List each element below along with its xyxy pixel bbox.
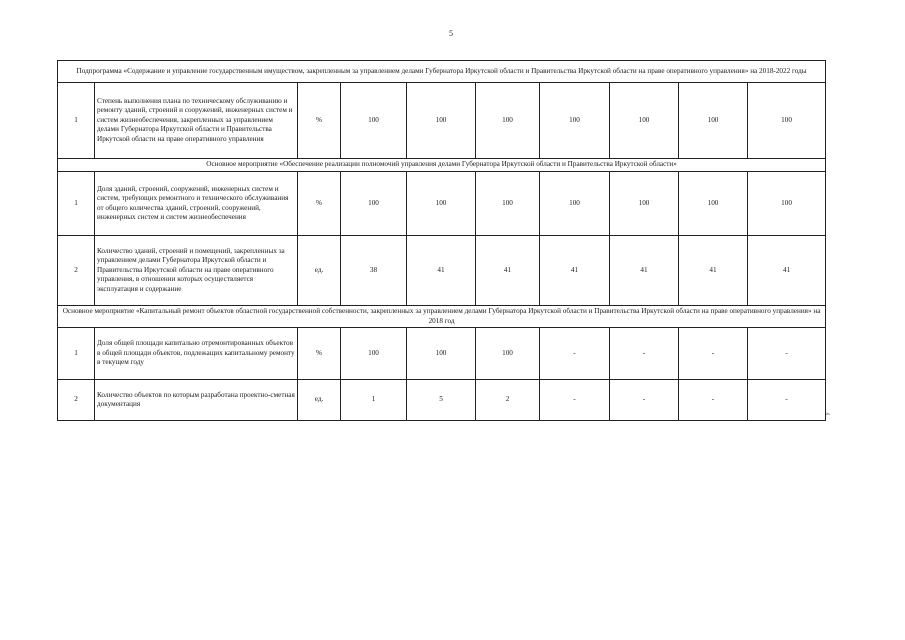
value-cell: 38 bbox=[341, 236, 407, 306]
row-number: 2 bbox=[58, 380, 95, 421]
value-cell: 100 bbox=[748, 172, 826, 236]
indicators-table bbox=[57, 60, 826, 421]
value-cell: 41 bbox=[476, 236, 540, 306]
section-row bbox=[58, 159, 826, 172]
indicator-name: Количество объектов по которым разработана проектно-сметная документация bbox=[95, 380, 298, 421]
value-cell: - bbox=[610, 328, 679, 380]
value-cell: 100 bbox=[610, 83, 679, 159]
section-title: Основное мероприятие «Обеспечение реализации полномочий управления делами Губернатора Иркутской области и Правительства Иркутской области» bbox=[58, 159, 826, 172]
section-row bbox=[58, 306, 826, 328]
value-cell: 100 bbox=[476, 172, 540, 236]
value-cell: - bbox=[748, 328, 826, 380]
section-title: Подпрограмма «Содержание и управление государственным имуществом, закрепленным за управлением делами Губернатора Иркутской области и Правительства Иркутской области на праве оперативного управления» на 2018-2022 годы bbox=[58, 61, 826, 83]
unit-cell: % bbox=[298, 328, 341, 380]
value-cell: 100 bbox=[407, 83, 476, 159]
section-row bbox=[58, 61, 826, 83]
indicator-name: Степень выполнения плана по техническому обслуживанию и ремонту зданий, строений и сооружений, инженерных систем и систем жизнеобеспечения, закрепленных за управлением делами Губернатора Иркутской области и Правительства Иркутской области на праве оперативного управления bbox=[95, 83, 298, 159]
page-number: 5 bbox=[449, 29, 453, 38]
value-cell: 100 bbox=[748, 83, 826, 159]
value-cell: 5 bbox=[407, 380, 476, 421]
row-number: 2 bbox=[58, 236, 95, 306]
value-cell: 41 bbox=[540, 236, 610, 306]
indicator-name: Доля общей площади капитально отремонтированных объектов в общей площади объектов, подлежащих капитальному ремонту в текущем году bbox=[95, 328, 298, 380]
unit-cell: % bbox=[298, 83, 341, 159]
value-cell: 41 bbox=[679, 236, 748, 306]
table-row bbox=[58, 236, 826, 306]
value-cell: 100 bbox=[540, 83, 610, 159]
value-cell: 41 bbox=[407, 236, 476, 306]
value-cell: 100 bbox=[679, 172, 748, 236]
value-cell: 100 bbox=[341, 83, 407, 159]
value-cell: 41 bbox=[610, 236, 679, 306]
value-cell: 2 bbox=[476, 380, 540, 421]
value-cell: 100 bbox=[341, 172, 407, 236]
value-cell: 100 bbox=[679, 83, 748, 159]
value-cell: 100 bbox=[407, 172, 476, 236]
unit-cell: ед. bbox=[298, 236, 341, 306]
row-number: 1 bbox=[58, 328, 95, 380]
value-cell: 100 bbox=[610, 172, 679, 236]
value-cell: - bbox=[540, 328, 610, 380]
indicator-name: Количество зданий, строений и помещений, закрепленных за управлением делами Губернатора Иркутской области и Правительства Иркутской области на праве оперативного управления, в отношении которых осуществляется эксплуатация и содержание bbox=[95, 236, 298, 306]
table-row bbox=[58, 83, 826, 159]
value-cell: 100 bbox=[341, 328, 407, 380]
value-cell: - bbox=[540, 380, 610, 421]
value-cell: - bbox=[679, 380, 748, 421]
table-row bbox=[58, 328, 826, 380]
row-number: 1 bbox=[58, 172, 95, 236]
row-number: 1 bbox=[58, 83, 95, 159]
value-cell: - bbox=[679, 328, 748, 380]
section-title: Основное мероприятие «Капитальный ремонт объектов областной государственной собственности, закрепленных за управлением делами Губернатора Иркутской области и Правительства Иркутской области на праве оперативного управления» на 2018 год bbox=[58, 306, 826, 328]
value-cell: 1 bbox=[341, 380, 407, 421]
value-cell: - bbox=[610, 380, 679, 421]
unit-cell: % bbox=[298, 172, 341, 236]
value-cell: 100 bbox=[407, 328, 476, 380]
value-cell: 100 bbox=[540, 172, 610, 236]
value-cell: - bbox=[748, 380, 826, 421]
table-row bbox=[58, 172, 826, 236]
indicator-name: Доля зданий, строений, сооружений, инженерных систем и систем, требующих ремонтного и технического обслуживания от общего количества зданий, строений, сооружений, инженерных систем и систем жизнеобеспечения bbox=[95, 172, 298, 236]
closing-quote-mark: ». bbox=[826, 411, 831, 417]
value-cell: 100 bbox=[476, 83, 540, 159]
value-cell: 41 bbox=[748, 236, 826, 306]
value-cell: 100 bbox=[476, 328, 540, 380]
table-row bbox=[58, 380, 826, 421]
unit-cell: ед. bbox=[298, 380, 341, 421]
